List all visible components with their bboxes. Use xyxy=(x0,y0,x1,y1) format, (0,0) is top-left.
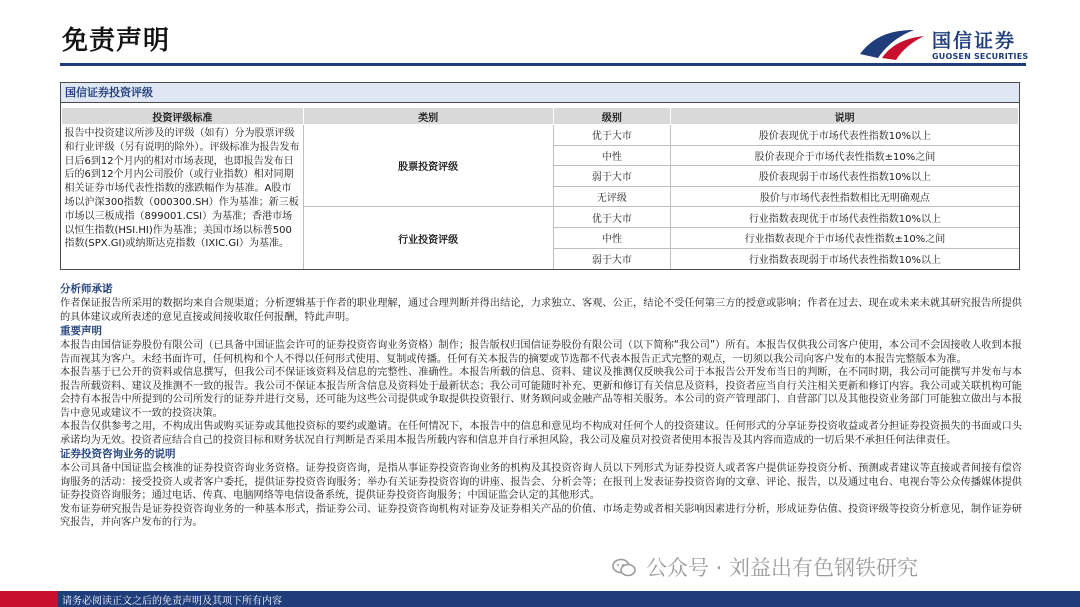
column-header: 投资评级标准 xyxy=(62,108,304,125)
industry-rating-category: 行业投资评级 xyxy=(303,207,553,269)
rating-standard-text: 报告中投资建议所涉及的评级（如有）分为股票评级和行业评级（另有说明的除外）。评级标准为报告发布日后6到12个月内的相对市场表现，也即报告发布日后的6到12个月内公司股价（或行业指数）相对同期相关证券市场代表性指数的涨跌幅作为基准。A股市场以沪深300指数（000300.SH）作为基准；新三板市场以三板成指（899001.CSI）为基准；香港市场以恒生指数(HSI.HI)作为基准；美国市场以标普500指数(SPX.GI)或纳斯达克指数（IXIC.GI）为基准。 xyxy=(62,125,304,269)
page-title: 免责声明 xyxy=(62,26,171,56)
rating-table xyxy=(61,107,1019,269)
description-cell: 行业指数表现优于市场代表性指数10%以上 xyxy=(671,207,1019,228)
important-paragraph-2: 本报告基于已公开的资料或信息撰写，但我公司不保证该资料及信息的完整性、准确性。本报告所载的信息、资料、建议及推测仅反映我公司于本报告公开发布当日的判断，在不同时期，我公司可能撰写并发布与本报告所载资料、建议及推测不一致的报告。我公司不保证本报告所含信息及资料处于最新状态；我公司可能随时补充、更新和修订有关信息及资料，投资者应当自行关注相关更新和修订内容。我公司或关联机构可能会持有本报告中所提到的公司所发行的证券并进行交易，还可能为这些公司提供或争取提供投资银行、财务顾问或金融产品等相关服务。本公司的资产管理部门、自营部门以及其他投资业务部门可能独立做出与本报告中意见或建议不一致的投资决策。 xyxy=(60,367,1022,419)
analyst-heading: 分析师承诺 xyxy=(60,283,113,295)
important-paragraph-1: 本报告由国信证券股份有限公司（已具备中国证监会许可的证券投资咨询业务资格）制作；报告版权归国信证券股份有限公司（以下简称“我公司”）所有。本报告仅供我公司客户使用，本公司不会因接收人收到本报告而视其为客户。未经书面许可，任何机构和个人不得以任何形式使用、复制或传播。任何有关本报告的摘要或节选都不代表本报告正式完整的观点，一切须以我公司向客户发布的本报告完整版本为准。 xyxy=(60,340,1022,365)
important-paragraph-3: 本报告仅供参考之用，不构成出售或购买证券或其他投资标的要约或邀请。在任何情况下，本报告中的信息和意见均不构成对任何个人的投资建议。任何形式的分享证券投资收益或者分担证券投资损失的书面或口头承诺均为无效。投资者应结合自己的投资目标和财务状况自行判断是否采用本报告所载内容和信息并自行承担风险，我公司及雇员对投资者使用本报告及其内容而造成的一切后果不承担任何法律责任。 xyxy=(60,421,1022,446)
company-logo xyxy=(858,24,1028,64)
analyst-paragraph: 作者保证报告所采用的数据均来自合规渠道；分析逻辑基于作者的职业理解，通过合理判断并得出结论，力求独立、客观、公正，结论不受任何第三方的授意或影响；作者在过去、现在或未来未就其研究报告所提供的具体建议或所表述的意见直接或间接收取任何报酬，特此声明。 xyxy=(60,298,1022,323)
page-footer xyxy=(0,591,1080,607)
description-cell: 行业指数表现介于市场代表性指数±10%之间 xyxy=(671,227,1019,248)
consulting-paragraph-1: 本公司具备中国证监会核准的证券投资咨询业务资格。证券投资咨询，是指从事证券投资咨询业务的机构及其投资咨询人员以下列形式为证券投资人或者客户提供证券投资分析、预测或者建议等直接或者间接有偿咨询服务的活动：接受投资人或者客户委托，提供证券投资咨询服务；举办有关证券投资咨询的讲座、报告会、分析会等；在报刊上发表证券投资咨询的文章、评论、报告，以及通过电台、电视台等公众传播媒体提供证券投资咨询服务；通过电话、传真、电脑网络等电信设备系统，提供证券投资咨询服务；中国证监会认定的其他形式。 xyxy=(60,463,1022,501)
grade-cell: 优于大市 xyxy=(553,125,671,146)
stock-rating-category: 股票投资评级 xyxy=(303,125,553,207)
header-divider xyxy=(60,63,1026,66)
important-heading: 重要声明 xyxy=(60,325,102,337)
rating-section-title: 国信证券投资评级 xyxy=(61,83,1019,103)
consulting-paragraph-2: 发布证券研究报告是证券投资咨询业务的一种基本形式，指证券公司、证券投资咨询机构对证券及证券相关产品的价值、市场走势或者相关影响因素进行分析，形成证券估值、投资评级等投资分析意见，制作证券研究报告，并向客户发布的行为。 xyxy=(60,503,1022,528)
footer-accent-bar xyxy=(0,591,58,607)
consulting-heading: 证券投资咨询业务的说明 xyxy=(60,448,176,460)
table-row xyxy=(62,125,1019,146)
grade-cell: 中性 xyxy=(553,145,671,166)
grade-cell: 优于大市 xyxy=(553,207,671,228)
disclaimer-body xyxy=(60,282,1022,530)
description-cell: 股价表现弱于市场代表性指数10%以上 xyxy=(671,166,1019,187)
grade-cell: 中性 xyxy=(553,227,671,248)
wechat-icon xyxy=(612,558,636,578)
description-cell: 股价表现优于市场代表性指数10%以上 xyxy=(671,125,1019,146)
description-cell: 股价表现介于市场代表性指数±10%之间 xyxy=(671,145,1019,166)
watermark xyxy=(612,552,918,578)
grade-cell: 弱于大市 xyxy=(553,166,671,187)
grade-cell: 弱于大市 xyxy=(553,248,671,269)
description-cell: 行业指数表现弱于市场代表性指数10%以上 xyxy=(748,255,942,267)
logo-chinese-name: 国信证券 xyxy=(932,30,1017,52)
grade-cell: 无评级 xyxy=(553,186,671,207)
column-header: 说明 xyxy=(671,108,1019,125)
page-header xyxy=(0,0,1080,66)
column-header: 类别 xyxy=(303,108,553,125)
rating-table-header xyxy=(62,108,1019,125)
rating-section xyxy=(60,82,1020,270)
column-header: 级别 xyxy=(553,108,671,125)
footer-notice: 请务必阅读正文之后的免责声明及其项下所有内容 xyxy=(62,596,282,607)
logo-english-name: GUOSEN SECURITIES xyxy=(932,52,1029,61)
guosen-logo-icon xyxy=(858,24,928,64)
watermark-text: 公众号 · 刘益出有色钢铁研究 xyxy=(646,556,919,580)
description-cell: 股价与市场代表性指数相比无明确观点 xyxy=(671,186,1019,207)
